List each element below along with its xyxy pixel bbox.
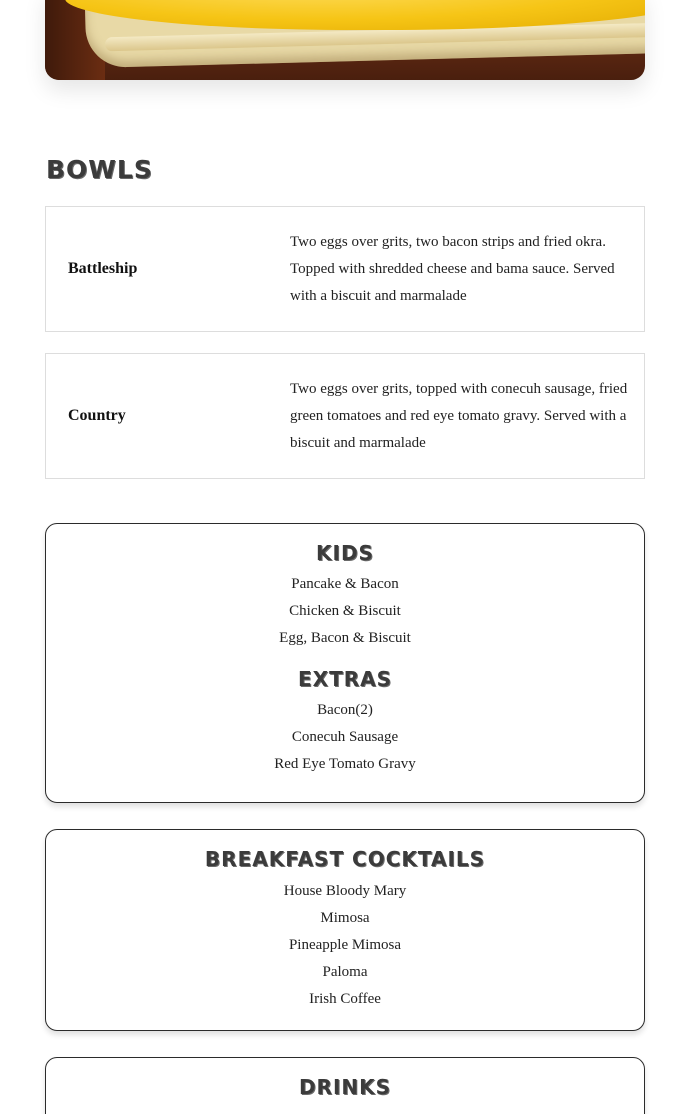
extras-heading: EXTRAS — [297, 667, 392, 691]
drinks-card — [45, 1057, 645, 1114]
menu-item-name: Battleship — [68, 260, 138, 277]
drinks-heading: DRINKS — [298, 1075, 392, 1099]
menu-item-country — [45, 353, 645, 479]
list-item: House Bloody Mary — [283, 883, 407, 899]
cocktails-heading: BREAKFAST COCKTAILS — [204, 847, 486, 871]
bowls-heading: BOWLS — [46, 155, 153, 184]
list-item: Red Eye Tomato Gravy — [274, 756, 416, 772]
list-item: Pineapple Mimosa — [288, 937, 402, 953]
hero-food-image — [45, 0, 645, 80]
list-item: Paloma — [322, 964, 368, 980]
kids-heading: KIDS — [316, 541, 374, 565]
kids-extras-card — [45, 523, 645, 803]
extras-list — [46, 697, 644, 778]
menu-item-description: Two eggs over grits, topped with conecuh sausage, fried green tomatoes and red eye tomato gravy. Served with a biscuit and marmalade — [290, 381, 628, 451]
list-item: Pancake & Bacon — [291, 576, 399, 592]
cocktails-card — [45, 829, 645, 1031]
list-item: Chicken & Biscuit — [289, 603, 401, 619]
list-item: Egg, Bacon & Biscuit — [279, 630, 411, 646]
list-item: Irish Coffee — [309, 991, 381, 1007]
menu-item-name: Country — [68, 407, 126, 424]
list-item: Bacon(2) — [317, 702, 373, 718]
kids-list — [46, 571, 644, 652]
list-item: Mimosa — [320, 910, 370, 926]
list-item: Conecuh Sausage — [291, 729, 399, 745]
menu-item-battleship — [45, 206, 645, 332]
cocktails-list — [46, 878, 644, 1013]
menu-item-description: Two eggs over grits, two bacon strips and fried okra. Topped with shredded cheese and bama sauce. Served with a biscuit and marmalade — [290, 234, 615, 304]
